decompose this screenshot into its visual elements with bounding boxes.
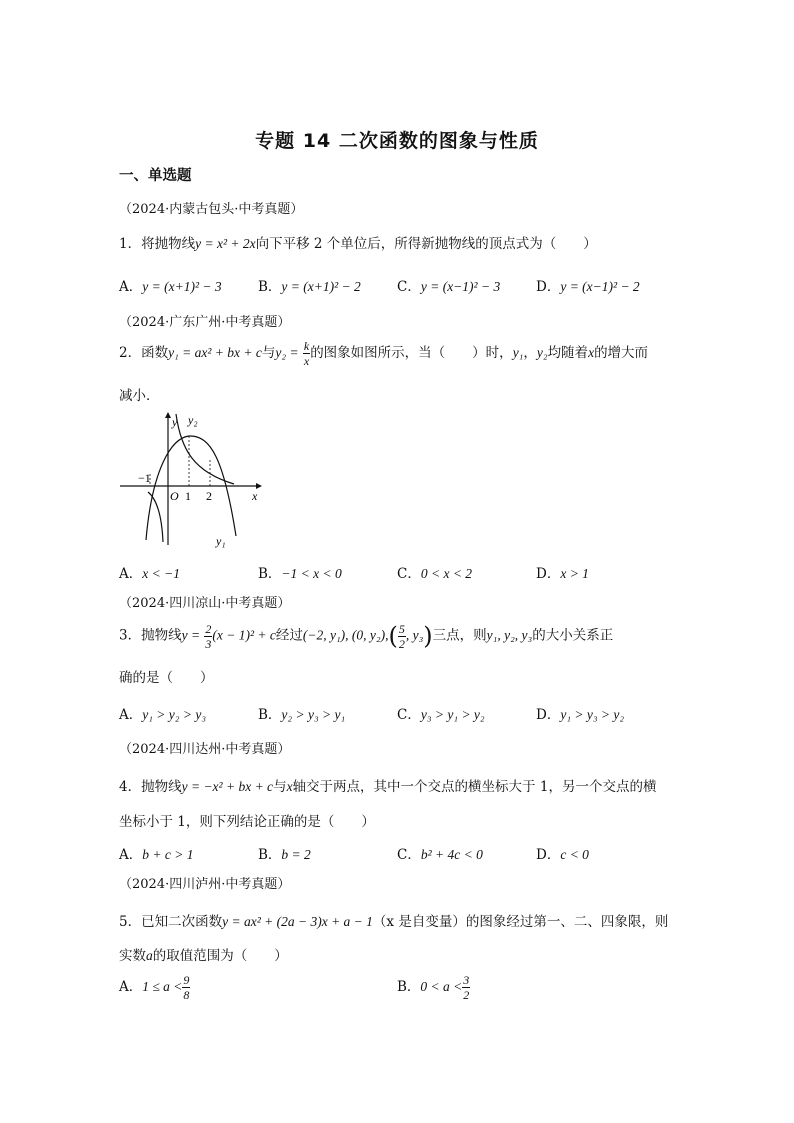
option-a: A．x < −1 — [119, 566, 180, 582]
label-y1: y₁ — [216, 534, 226, 548]
y-axis-arrow — [165, 412, 171, 418]
stem-text: 向下平移 2 个单位后，所得新抛物线的顶点式为（ ） — [255, 236, 597, 252]
question-stem — [119, 232, 597, 252]
question-source: （2024·内蒙古包头·中考真题） — [119, 202, 304, 217]
option-expr: y = (x+1)² − 3 — [142, 279, 222, 294]
option-b: B．y₂ > y₃ > y₁ — [258, 707, 346, 723]
fraction: $\frac{k}{x}$ — [303, 339, 310, 368]
math-expr: y = x² + 2x — [195, 236, 256, 251]
option-expr: y = (x+1)² − 2 — [281, 279, 361, 294]
option-a: A．y = (x+1)² − 3 — [119, 279, 222, 295]
page-title: 专题 14 二次函数的图象与性质 — [255, 130, 539, 152]
option-c: C．b² + 4c < 0 — [397, 847, 483, 863]
option-c: C．0 < x < 2 — [397, 566, 473, 582]
label-y2: y₂ — [188, 413, 198, 427]
question-source: （2024·四川达州·中考真题） — [119, 742, 291, 757]
label-y: y — [172, 415, 178, 429]
fraction: $\frac{9}{8}$ — [183, 973, 190, 1002]
parabola-y1 — [146, 436, 236, 540]
option-d: D．y = (x−1)² − 2 — [536, 279, 640, 295]
fraction: $\frac{3}{2}$ — [463, 973, 470, 1002]
option-b: B．−1 < x < 0 — [258, 566, 342, 582]
question-source: （2024·四川泸州·中考真题） — [119, 877, 291, 892]
option-c: C．y = (x−1)² − 3 — [397, 279, 501, 295]
question-source: （2024·四川凉山·中考真题） — [119, 596, 291, 611]
stem-text: 1．将抛物线 — [119, 236, 196, 252]
label-x: x — [252, 489, 258, 503]
label-tick-2: 2 — [206, 489, 212, 503]
fraction: $\frac{5}{2}$ — [398, 621, 405, 651]
option-a: A．b + c > 1 — [119, 847, 194, 863]
option-d: D．y₁ > y₃ > y₂ — [536, 707, 625, 723]
section-heading: 一、单选题 — [119, 168, 192, 184]
fraction: $\frac{2}{3}$ — [205, 621, 212, 651]
math-expr: y₁ = ax² + bx + c — [168, 345, 262, 360]
question-stem-continued: 减小． — [119, 388, 160, 404]
label-origin: O — [170, 489, 179, 503]
label-tick-neg1: −1 — [138, 471, 151, 485]
function-graph — [116, 410, 266, 550]
option-expr: y = (x−1)² − 3 — [420, 279, 501, 294]
option-a: A．1 ≤ a < $\frac{9}{8}$ — [119, 973, 190, 1002]
question-stem: 5．已知二次函数y = ax² + (2a − 3)x + a − 1（x 是自变量）的图象经过第一、二、四象限，则 — [119, 914, 669, 930]
option-b: B．b = 2 — [258, 847, 311, 863]
hyperbola-y2-branch2 — [148, 492, 163, 542]
question-source: （2024·广东广州·中考真题） — [119, 315, 291, 330]
option-d: D．c < 0 — [536, 847, 589, 863]
question-stem-continued: 确的是（ ） — [119, 670, 214, 686]
question-stem: 3．抛物线y = $\frac{2}{3}$ (x − 1)² + c经过(−2, y₁), (0, y₂),( $\frac{5}{2}$ , y₃)三点，则y₁, y₂, y₃的大小关系正 — [119, 621, 614, 651]
option-b: B．0 < a < $\frac{3}{2}$ — [397, 973, 470, 1002]
hyperbola-y2-branch1 — [176, 414, 234, 484]
option-a: A．y₁ > y₂ > y₃ — [119, 707, 207, 723]
label-tick-1: 1 — [185, 489, 191, 503]
question-stem: 4．抛物线y = −x² + bx + c与x轴交于两点，其中一个交点的横坐标大于 1，另一个交点的横 — [119, 779, 657, 795]
question-stem: 2．函数y₁ = ax² + bx + c与y₂ = $\frac{k}{x}$ 的图象如图所示，当（ ）时，y₁，y₂均随着x的增大而 — [119, 339, 649, 368]
question-stem-continued: 实数a的取值范围为（ ） — [119, 948, 288, 964]
option-d: D．x > 1 — [536, 566, 589, 582]
option-c: C．y₃ > y₁ > y₂ — [397, 707, 485, 723]
option-b: B．y = (x+1)² − 2 — [258, 279, 361, 295]
option-expr: y = (x−1)² − 2 — [560, 279, 640, 294]
question-stem-continued: 坐标小于 1，则下列结论正确的是（ ） — [119, 814, 375, 830]
